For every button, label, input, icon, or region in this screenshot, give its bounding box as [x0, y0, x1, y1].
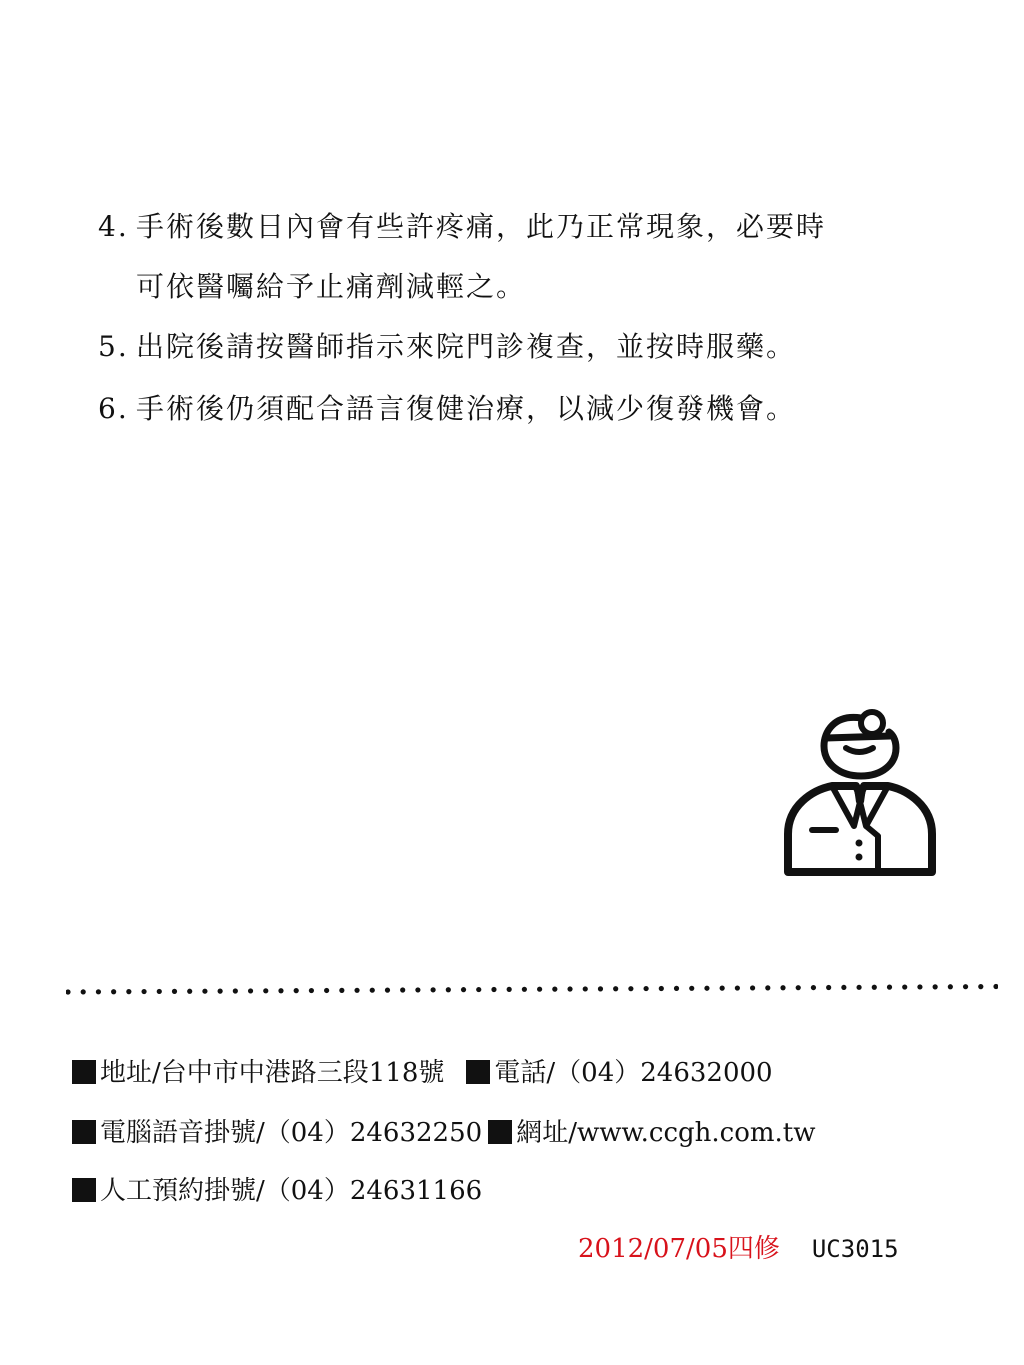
instruction-text: 手術後數日內會有些許疼痛，此乃正常現象，必要時	[136, 210, 827, 243]
phone-text: 電話/（04）24632000	[494, 1058, 773, 1088]
divider-dot	[263, 988, 268, 993]
divider-dot	[628, 986, 633, 991]
divider-dot	[385, 988, 390, 993]
dotted-divider	[66, 983, 998, 997]
divider-dot	[933, 984, 938, 989]
doctor-icon	[782, 706, 940, 878]
instruction-number: 4.	[98, 210, 129, 243]
divider-dot	[172, 989, 177, 994]
divider-dot	[567, 986, 572, 991]
divider-dot	[339, 988, 344, 993]
divider-dot	[491, 987, 496, 992]
manual-registration-text: 人工預約掛號/（04）24631166	[100, 1176, 483, 1206]
divider-dot	[887, 985, 892, 990]
divider-dot	[248, 988, 253, 993]
divider-dot	[765, 985, 770, 990]
divider-dot	[948, 984, 953, 989]
contact-line-3	[72, 1176, 482, 1206]
divider-dot	[233, 988, 238, 993]
contact-line-2	[72, 1118, 816, 1148]
divider-dot	[126, 989, 131, 994]
divider-dot	[902, 984, 907, 989]
divider-dot	[431, 987, 436, 992]
divider-dot	[689, 986, 694, 991]
divider-dot	[446, 987, 451, 992]
divider-dot	[613, 986, 618, 991]
divider-dot	[598, 986, 603, 991]
divider-dot	[735, 985, 740, 990]
website-link[interactable]: 網址/www.ccgh.com.tw	[516, 1118, 816, 1148]
instruction-text: 手術後仍須配合語言復健治療，以減少復發機會。	[136, 392, 797, 425]
divider-dot	[187, 989, 192, 994]
divider-dot	[796, 985, 801, 990]
divider-dot	[96, 989, 101, 994]
divider-dot	[507, 987, 512, 992]
divider-dot	[202, 989, 207, 994]
instruction-number: 5.	[98, 330, 129, 363]
divider-dot	[141, 989, 146, 994]
divider-dot	[461, 987, 466, 992]
head-mirror-icon	[861, 712, 883, 734]
divider-dot	[537, 987, 542, 992]
divider-dot	[720, 986, 725, 991]
divider-dot	[294, 988, 299, 993]
divider-dot	[750, 985, 755, 990]
document-footer	[578, 1234, 899, 1264]
divider-dot	[917, 984, 922, 989]
divider-dot	[841, 985, 846, 990]
divider-dot	[993, 984, 998, 989]
divider-dot	[963, 984, 968, 989]
divider-dot	[780, 985, 785, 990]
voice-registration-text: 電腦語音掛號/（04）24632250	[100, 1118, 483, 1148]
instruction-text: 出院後請按醫師指示來院門診複查，並按時服藥。	[136, 330, 797, 363]
divider-dot	[111, 989, 116, 994]
instruction-number: 6.	[98, 392, 129, 425]
contact-line-1	[72, 1058, 773, 1088]
divider-dot	[826, 985, 831, 990]
divider-dot	[659, 986, 664, 991]
instruction-item-4	[98, 212, 826, 242]
divider-dot	[324, 988, 329, 993]
divider-dot	[66, 989, 71, 994]
bullet-square-icon	[72, 1178, 96, 1202]
revision-date: 2012/07/05四修	[578, 1234, 780, 1264]
divider-dot	[400, 987, 405, 992]
divider-dot	[278, 988, 283, 993]
divider-dot	[218, 989, 223, 994]
divider-dot	[644, 986, 649, 991]
divider-dot	[370, 988, 375, 993]
divider-dot	[856, 985, 861, 990]
divider-dot	[583, 986, 588, 991]
divider-dot	[552, 987, 557, 992]
divider-dot	[157, 989, 162, 994]
divider-dot	[522, 987, 527, 992]
divider-dot	[704, 986, 709, 991]
divider-dot	[415, 987, 420, 992]
instruction-text: 可依醫囑給予止痛劑減輕之。	[136, 270, 527, 303]
instruction-item-5	[98, 332, 796, 362]
bullet-square-icon	[488, 1120, 512, 1144]
divider-dot	[674, 986, 679, 991]
document-code: UC3015	[811, 1235, 899, 1263]
divider-dot	[872, 985, 877, 990]
divider-dot	[81, 989, 86, 994]
instruction-item-4-continued	[98, 272, 526, 302]
instruction-item-6	[98, 394, 796, 424]
bullet-square-icon	[72, 1120, 96, 1144]
bullet-square-icon	[466, 1060, 490, 1084]
divider-dot	[978, 984, 983, 989]
divider-dot	[354, 988, 359, 993]
address-text: 地址/台中市中港路三段118號	[100, 1058, 445, 1088]
divider-dot	[476, 987, 481, 992]
divider-dot	[309, 988, 314, 993]
bullet-square-icon	[72, 1060, 96, 1084]
divider-dot	[811, 985, 816, 990]
